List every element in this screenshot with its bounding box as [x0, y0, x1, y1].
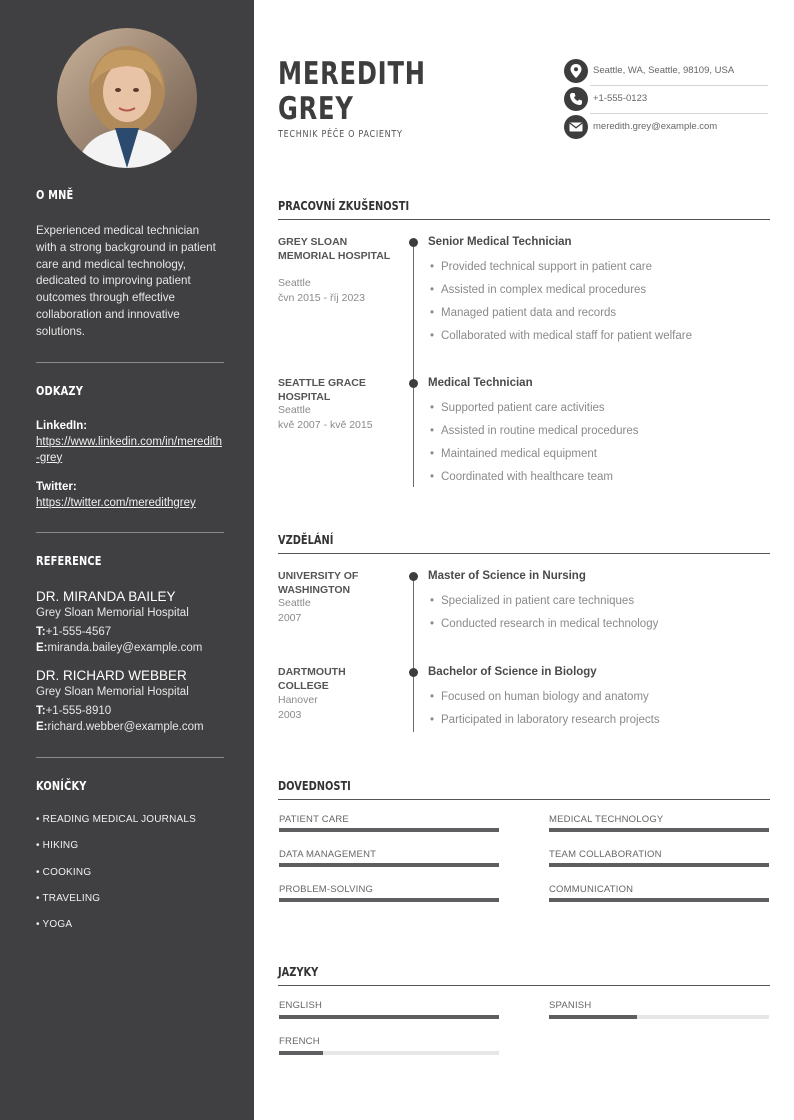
twitter-link[interactable]: https://twitter.com/meredithgrey [36, 497, 196, 509]
location-pin-icon [564, 59, 588, 83]
experience-heading: PRACOVNÍ ZKUŠENOSTI [278, 199, 410, 213]
list-item: • Coordinated with healthcare team [430, 471, 613, 483]
skill-label: COMMUNICATION [549, 884, 634, 895]
skill-bar [279, 898, 499, 902]
reference-email: E:miranda.bailey@example.com [36, 642, 203, 654]
skill-bar [279, 863, 499, 867]
employer-location: Seattle [278, 404, 311, 416]
skill-bar [549, 828, 769, 832]
list-item: • Assisted in complex medical procedures [430, 284, 646, 296]
list-item: • Assisted in routine medical procedures [430, 425, 639, 437]
language-label: SPANISH [549, 1000, 592, 1011]
timeline-line [413, 577, 414, 732]
skill-label: TEAM COLLABORATION [549, 849, 662, 860]
degree: Bachelor of Science in Biology [428, 666, 597, 678]
hobby-item: • READING MEDICAL JOURNALS [36, 814, 197, 825]
skill-bar [549, 863, 769, 867]
job-role: Medical Technician [428, 377, 533, 389]
reference-name: DR. RICHARD WEBBER [36, 668, 187, 683]
language-label: ENGLISH [279, 1000, 323, 1011]
timeline-dot [409, 668, 418, 677]
education-dates: 2003 [278, 709, 302, 721]
section-rule [278, 799, 770, 800]
reference-phone: T:+1-555-4567 [36, 626, 112, 638]
education-heading: VZDĚLÁNÍ [278, 533, 334, 547]
about-text: Experienced medical technician with a strong background in patient care and medical technology, dedicated to improving patient outcomes through effective collaboration and innovative solutions. [36, 224, 216, 338]
list-item: • Maintained medical equipment [430, 448, 597, 460]
phone-icon [564, 87, 588, 111]
section-rule [278, 553, 770, 554]
divider [590, 85, 768, 86]
skill-label: PATIENT CARE [279, 814, 349, 825]
timeline-line [413, 243, 414, 487]
hobby-item: • HIKING [36, 840, 79, 851]
section-rule [278, 219, 770, 220]
list-item: • Collaborated with medical staff for patient welfare [430, 330, 692, 342]
first-name: MEREDITH [278, 56, 426, 92]
divider [36, 757, 224, 758]
list-item: • Focused on human biology and anatomy [430, 691, 649, 703]
job-title: TECHNIK PÉČE O PACIENTY [278, 129, 403, 140]
email-icon [564, 115, 588, 139]
employer-name: GREY SLOAN MEMORIAL HOSPITAL [278, 236, 391, 262]
references-heading: REFERENCE [36, 554, 102, 568]
reference-org: Grey Sloan Memorial Hospital [36, 686, 189, 698]
language-bar [279, 1051, 499, 1055]
employment-dates: kvě 2007 - kvě 2015 [278, 419, 373, 431]
list-item: • Supported patient care activities [430, 402, 605, 414]
employment-dates: čvn 2015 - říj 2023 [278, 292, 365, 304]
last-name: GREY [278, 91, 354, 127]
hobby-item: • TRAVELING [36, 893, 101, 904]
divider [590, 113, 768, 114]
reference-org: Grey Sloan Memorial Hospital [36, 607, 189, 619]
reference-phone: T:+1-555-8910 [36, 705, 112, 717]
reference-name: DR. MIRANDA BAILEY [36, 589, 176, 604]
timeline-dot [409, 572, 418, 581]
skill-bar [279, 828, 499, 832]
list-item: • Conducted research in medical technology [430, 618, 658, 630]
language-label: FRENCH [279, 1036, 320, 1047]
hobby-item: • YOGA [36, 919, 73, 930]
language-bar [549, 1015, 769, 1019]
list-item: • Participated in laboratory research projects [430, 714, 660, 726]
employer-name: SEATTLE GRACE HOSPITAL [278, 377, 366, 403]
contact-address [564, 59, 768, 85]
hobby-item: • COOKING [36, 867, 92, 878]
linkedin-label: LinkedIn: [36, 420, 88, 432]
skill-bar [549, 898, 769, 902]
profile-photo [57, 28, 197, 168]
section-rule [278, 985, 770, 986]
list-item: • Managed patient data and records [430, 307, 616, 319]
job-role: Senior Medical Technician [428, 236, 572, 248]
skills-heading: DOVEDNOSTI [278, 779, 351, 793]
linkedin-link[interactable]: https://www.linkedin.com/in/meredith-grey [36, 436, 222, 464]
employer-location: Seattle [278, 277, 311, 289]
list-item: • Specialized in patient care techniques [430, 595, 634, 607]
school-name: DARTMOUTH COLLEGE [278, 666, 346, 692]
list-item: • Provided technical support in patient care [430, 261, 652, 273]
school-location: Hanover [278, 694, 318, 706]
school-name: UNIVERSITY OF WASHINGTON [278, 570, 359, 596]
timeline-dot [409, 379, 418, 388]
skill-label: DATA MANAGEMENT [279, 849, 377, 860]
twitter-label: Twitter: [36, 481, 77, 493]
reference-email: E:richard.webber@example.com [36, 721, 204, 733]
contact-phone [564, 87, 768, 113]
sidebar [0, 0, 254, 1120]
divider [36, 532, 224, 533]
languages-heading: JAZYKY [278, 965, 319, 979]
skill-label: PROBLEM-SOLVING [279, 884, 374, 895]
address-text: Seattle, WA, Seattle, 98109, USA [593, 65, 735, 76]
phone-text: +1-555-0123 [593, 93, 648, 104]
divider [36, 362, 224, 363]
hobbies-heading: KONÍČKY [36, 779, 87, 793]
email-text[interactable]: meredith.grey@example.com [593, 121, 718, 132]
about-heading: O MNĚ [36, 188, 74, 202]
links-heading: ODKAZY [36, 384, 84, 398]
education-dates: 2007 [278, 612, 302, 624]
timeline-dot [409, 238, 418, 247]
school-location: Seattle [278, 597, 311, 609]
skill-label: MEDICAL TECHNOLOGY [549, 814, 664, 825]
contact-email [564, 115, 768, 141]
language-bar [279, 1015, 499, 1019]
degree: Master of Science in Nursing [428, 570, 586, 582]
